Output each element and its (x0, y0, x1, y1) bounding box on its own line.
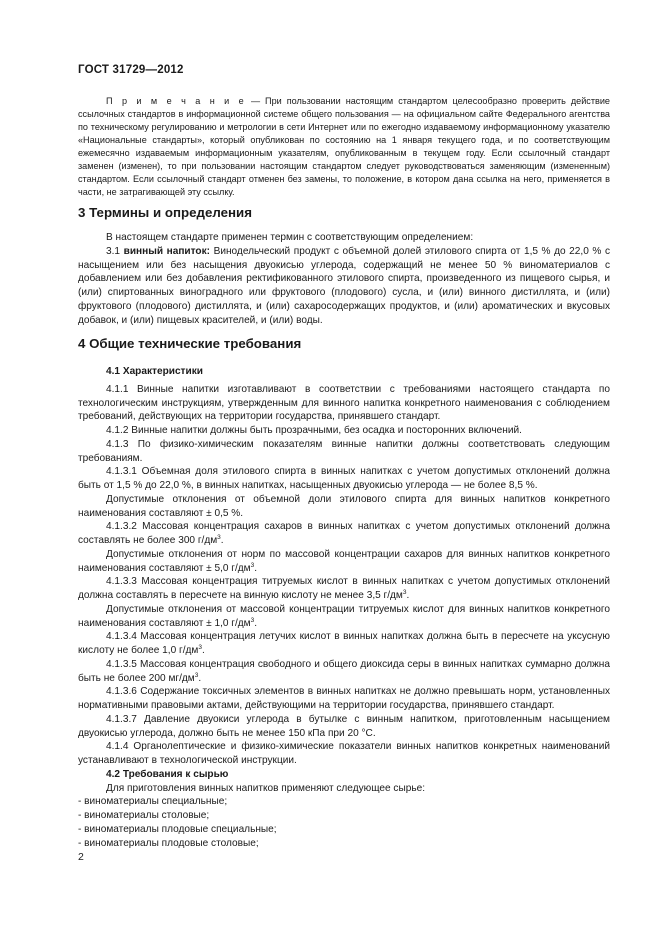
term-definition (78, 245, 610, 328)
note-text: — При пользовании настоящим стандартом целесообразно проверить действие ссылочных стандартов в информационной системе общего пользования — на официальном сайте Федерального агентства по техническому регулированию и метрологии в сети Интернет или по ежегодно издаваемому информационному указателю «Национальные стандарты», который опубликован по состоянию на 1 января текущего года, и по соответствующим ежемесячно издаваемым информационным указателям, опубликованным в текущем году. Если ссылочный стандарт заменен (изменен), то при пользовании настоящим стандартом следует руководствоваться заменяющим (измененным) стандартом. Если ссылочный стандарт отменен без замены, то положение, в котором дана ссылка на него, применяется в части, не затрагивающей эту ссылку. (78, 96, 610, 197)
section-3-heading-wrap (78, 204, 610, 222)
section-3-intro: В настоящем стандарте применен термин с соответствующим определением: (106, 232, 474, 243)
paragraph-4-1-3-2-tolerance: Допустимые отклонения от норм по массовой концентрации сахаров для винных напитков конкретного наименования составляют ± 5,0 $г/дм^3$. (78, 548, 610, 574)
paragraph-4-1-3: 4.1.3 По физико-химическим показателям винные напитки должны соответствовать следующим требованиям. (78, 438, 610, 464)
paragraph-4-2: Для приготовления винных напитков применяют следующее сырье: (106, 782, 426, 794)
term-name: винный напиток: (123, 245, 211, 257)
section-4-body (78, 365, 610, 850)
paragraph-4-1-3-3: 4.1.3.3 Массовая концентрация титруемых кислот в винных напитках с учетом допустимых отклонений должна составлять в пересчете на винную кислоту не менее 3,5 $г/дм^3$. (78, 576, 610, 601)
paragraph-4-1-3-5: 4.1.3.5 Массовая концентрация свободного и общего диоксида серы в винных напитках суммарно должна быть не более 200 $мг/дм^3$. (78, 658, 610, 684)
term-number: 3.1 (106, 245, 124, 257)
list-item: - виноматериалы специальные; (78, 796, 228, 808)
note-block (78, 95, 610, 199)
section-4-heading-wrap (78, 335, 610, 353)
paragraph-4-1-3-4: 4.1.3.4 Массовая концентрация летучих кислот в винных напитках должна быть в пересчете на уксусную кислоту не более 1,0 $г/дм^3$. (78, 631, 610, 656)
note-label: П р и м е ч а н и е (106, 96, 246, 106)
raw-materials-list (78, 795, 610, 850)
paragraph-4-1-3-3-tolerance: Допустимые отклонения от массовой концентрации титруемых кислот для винных напитков конкретного наименования составляют ± 1,0 $г/дм^3$. (78, 603, 610, 629)
note-paragraph (78, 95, 610, 199)
paragraph-4-1-4: 4.1.4 Органолептические и физико-химические показатели винных напитков конкретных наименований устанавливают в технологической инструкции. (78, 741, 610, 766)
section-4-heading: 4 Общие технические требования (78, 336, 302, 351)
section-3-heading: 3 Термины и определения (78, 205, 252, 220)
document-header: ГОСТ 31729—2012 (78, 64, 184, 76)
list-item: - виноматериалы плодовые специальные; (78, 823, 277, 835)
paragraph-4-1-3-2: 4.1.3.2 Массовая концентрация сахаров в винных напитках с учетом допустимых отклонений должна составлять не более 300 $г/дм^3$. (78, 521, 610, 546)
paragraph-4-1-2: 4.1.2 Винные напитки должны быть прозрачными, без осадка и посторонних включений. (106, 425, 522, 436)
paragraph-4-1-3-7: 4.1.3.7 Давление двуокиси углерода в бутылке с винным напитком, приготовленным насыщением двуокисью углерода, должно быть не менее 150 кПа при 20 °С. (78, 713, 610, 739)
paragraph-4-1-3-1: 4.1.3.1 Объемная доля этилового спирта в винных напитках с учетом допустимых отклонений должна быть от 1,5 % до 22,0 %, в винных напитках, насыщенных двуокисью углерода — не более 8,5 %. (78, 466, 610, 491)
paragraph-4-1-3-1-tolerance: Допустимые отклонения от объемной доли этилового спирта для винных напитков конкретного наименования составляют ± 0,5 %. (78, 493, 610, 519)
term-definition-text: Винодельческий продукт с объемной долей этилового спирта от 1,5 % до 22,0 % с насыщением или без насыщения двуокисью углерода, содержащий не менее 50 % виноматериалов с добавлением или без добавления ректификованного этилового спирта, произведенного из пищевого сырья, и (или) спиртованных виноградного или фруктового (плодового) сусла, и (или) винного дистиллята, и (или) фруктового (плодового) дистиллята, и (или) сахаросодержащих продуктов, и (или) ароматических и вкусовых добавок, и (или) пищевых красителей, и (или) воды. (78, 245, 610, 326)
list-item: - виноматериалы столовые; (78, 810, 210, 821)
subsection-4-1-heading: 4.1 Характеристики (106, 366, 203, 377)
subsection-4-2-heading: 4.2 Требования к сырью (106, 768, 229, 780)
paragraph-4-1-3-6: 4.1.3.6 Содержание токсичных элементов в винных напитках не должно превышать норм, установленных нормативными правовыми актами, действующими на территории государства, принявшего стандарт. (78, 686, 610, 711)
list-item: - виноматериалы плодовые столовые; (78, 837, 259, 849)
paragraph-4-1-1: 4.1.1 Винные напитки изготавливают в соответствии с требованиями настоящего стандарта по технологическим инструкциям, утвержденным для винного напитка конкретного наименования с соблюдением требований, действующих на территории государства, принявшего стандарт. (78, 383, 610, 423)
page-number: 2 (78, 851, 84, 863)
section-3-body (78, 231, 610, 327)
